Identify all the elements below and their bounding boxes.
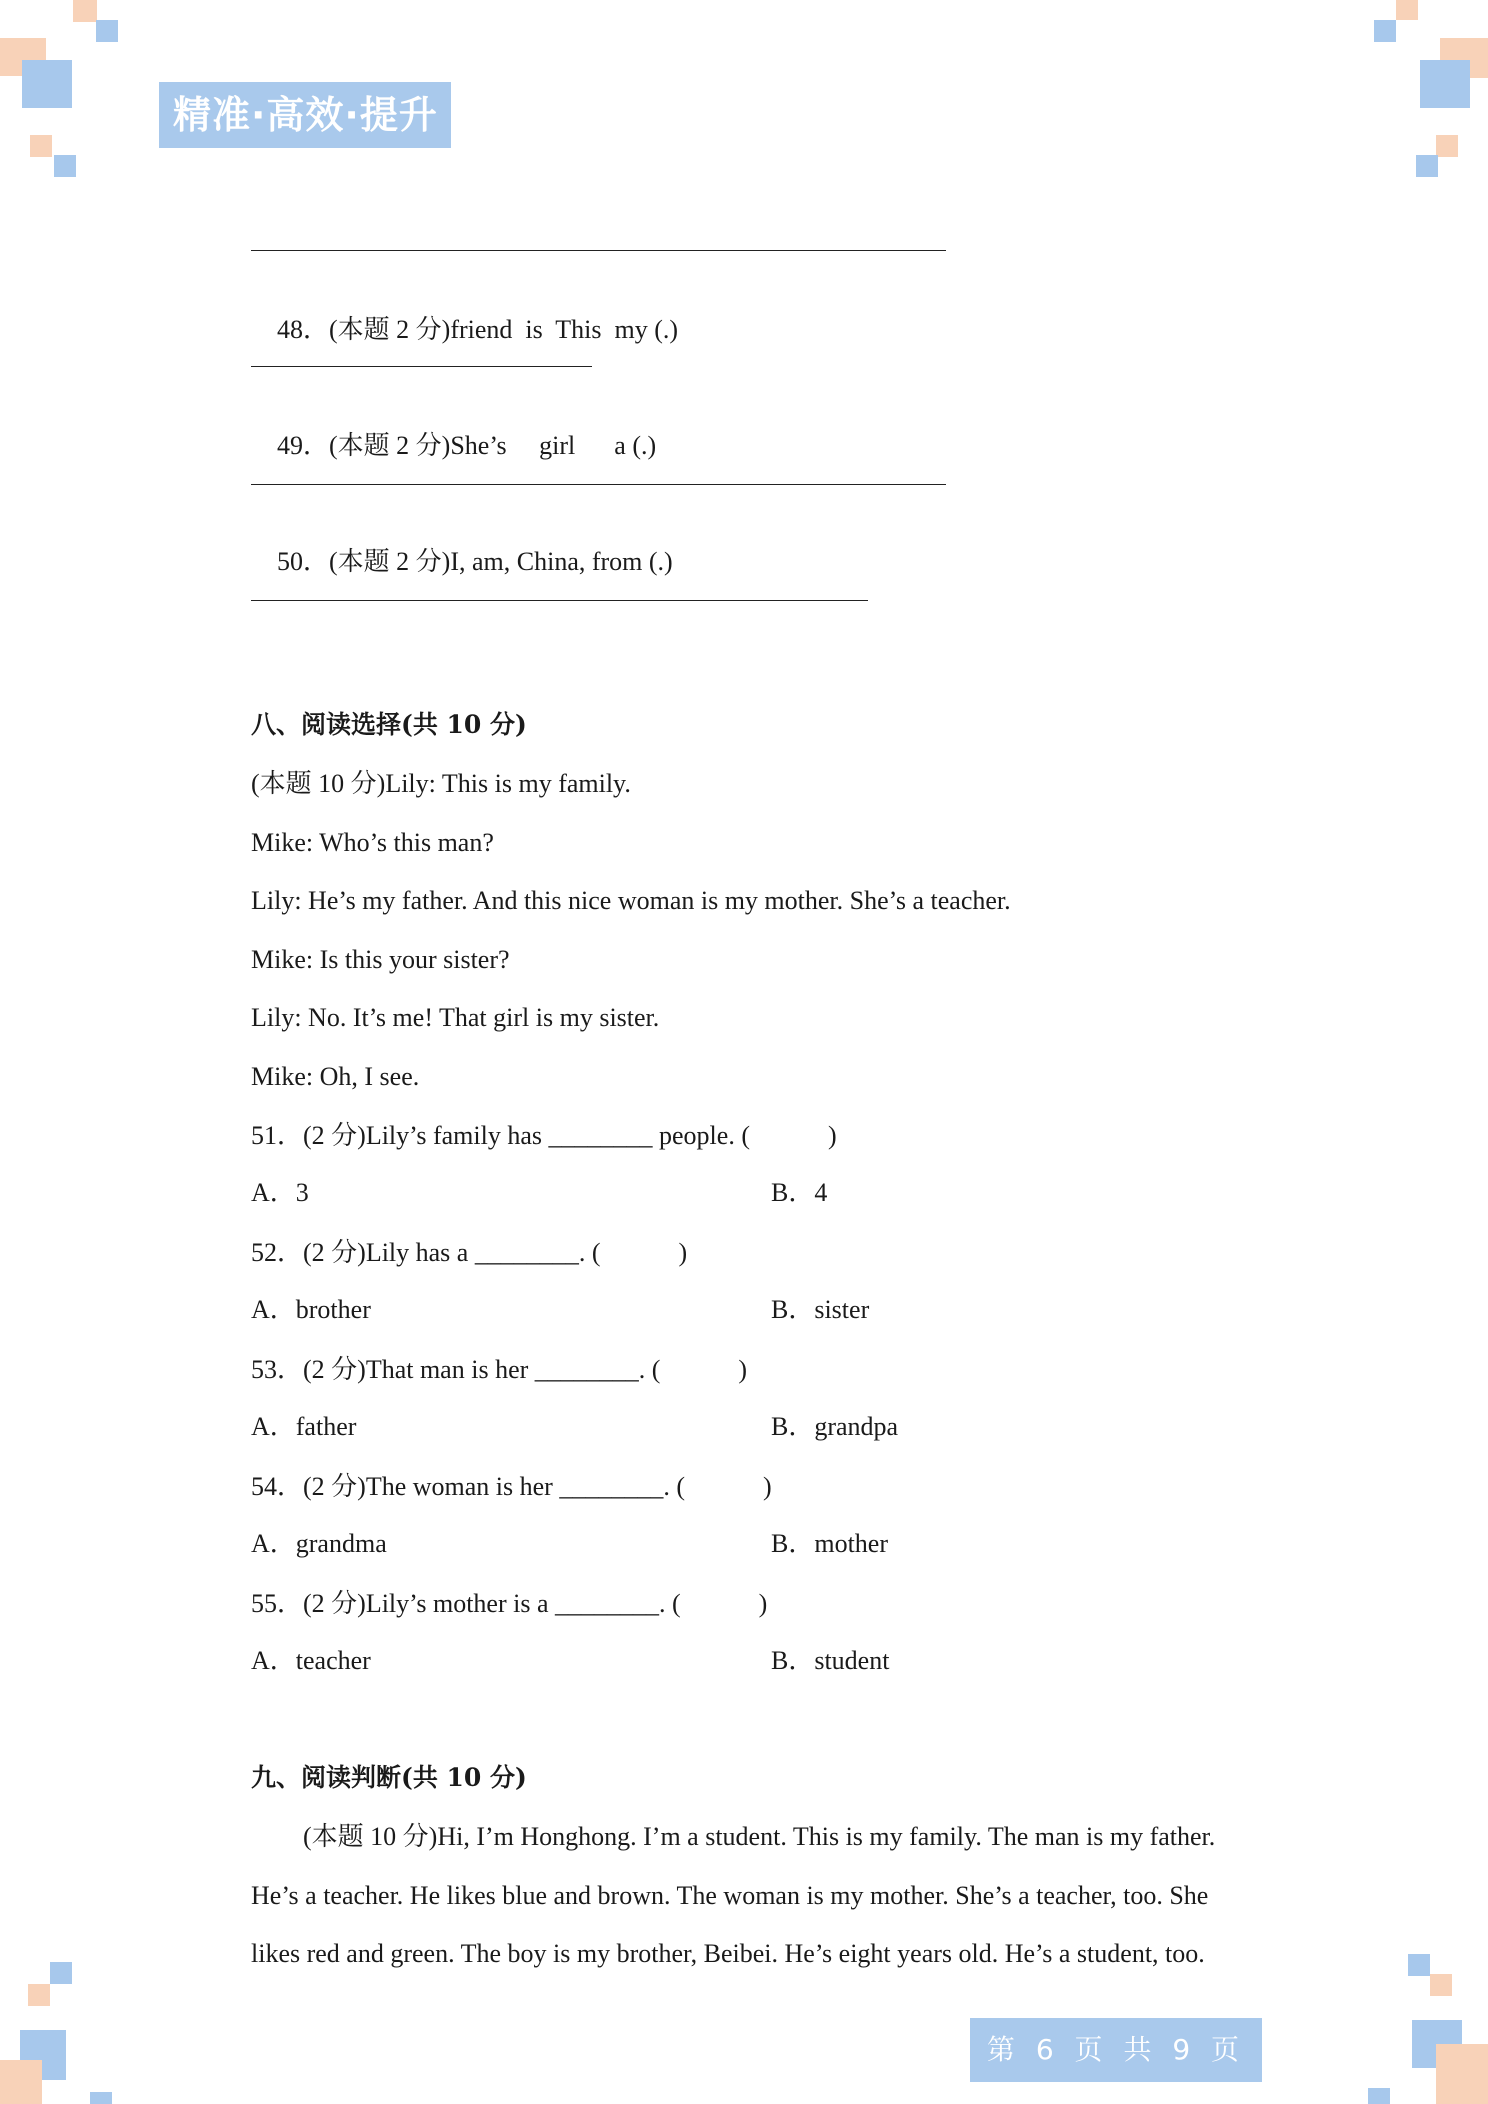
question-55: 55．(2 分)Lily’s mother is a ________. ( ) (251, 1589, 768, 1618)
question-48 (251, 282, 678, 378)
option-b: B．sister (771, 1295, 870, 1324)
dialogue-line: Lily: He’s my father. And this nice woman is my mother. She’s a teacher. (251, 886, 1011, 915)
dialogue-line: Mike: Is this your sister? (251, 945, 510, 974)
question-text: (本题 2 分)friend is This my (.) (329, 315, 679, 344)
section-9-title: 九、阅读判断(共 10 分) (251, 1763, 527, 1792)
answer-line (251, 250, 946, 251)
question-number: 49． (277, 431, 330, 460)
question-49 (251, 398, 656, 494)
question-54: 54．(2 分)The woman is her ________. ( ) (251, 1472, 772, 1501)
question-text: (本题 2 分)She’s girl a (.) (329, 431, 657, 460)
answer-line (251, 600, 868, 601)
page-number-badge: 第 6 页 共 9 页 (970, 2018, 1262, 2082)
option-b: B．student (771, 1646, 890, 1675)
dialogue-line: Lily: No. It’s me! That girl is my sister. (251, 1003, 660, 1032)
option-b: B．grandpa (771, 1412, 899, 1441)
answer-line (251, 484, 946, 485)
option-a: A．teacher (251, 1646, 371, 1675)
option-b: B．mother (771, 1529, 888, 1558)
question-50 (251, 514, 673, 610)
question-51: 51．(2 分)Lily’s family has ________ people. ( ) (251, 1121, 837, 1150)
reading-intro: (本题 10 分)Lily: This is my family. (251, 769, 631, 798)
dialogue-line: Mike: Oh, I see. (251, 1062, 420, 1091)
section-8-title: 八、阅读选择(共 10 分) (251, 710, 527, 739)
question-number: 50． (277, 547, 330, 576)
reading-paragraph-line: likes red and green. The boy is my brother, Beibei. He’s eight years old. He’s a student, too. (251, 1939, 1205, 1968)
dialogue-line: Mike: Who’s this man? (251, 828, 494, 857)
reading-paragraph-line: He’s a teacher. He likes blue and brown. The woman is my mother. She’s a teacher, too. She (251, 1881, 1209, 1910)
option-a: A．father (251, 1412, 357, 1441)
answer-line (251, 366, 592, 367)
question-text: (本题 2 分)I, am, China, from (.) (329, 547, 673, 576)
brand-banner: 精准·高效·提升 (159, 82, 451, 148)
option-a: A．grandma (251, 1529, 387, 1558)
reading-paragraph-line: (本题 10 分)Hi, I’m Honghong. I’m a student. This is my family. The man is my father. (303, 1822, 1216, 1851)
option-a: A．3 (251, 1178, 309, 1207)
option-a: A．brother (251, 1295, 371, 1324)
option-b: B．4 (771, 1178, 828, 1207)
question-53: 53．(2 分)That man is her ________. ( ) (251, 1355, 748, 1384)
question-52: 52．(2 分)Lily has a ________. ( ) (251, 1238, 688, 1267)
question-number: 48． (277, 315, 330, 344)
